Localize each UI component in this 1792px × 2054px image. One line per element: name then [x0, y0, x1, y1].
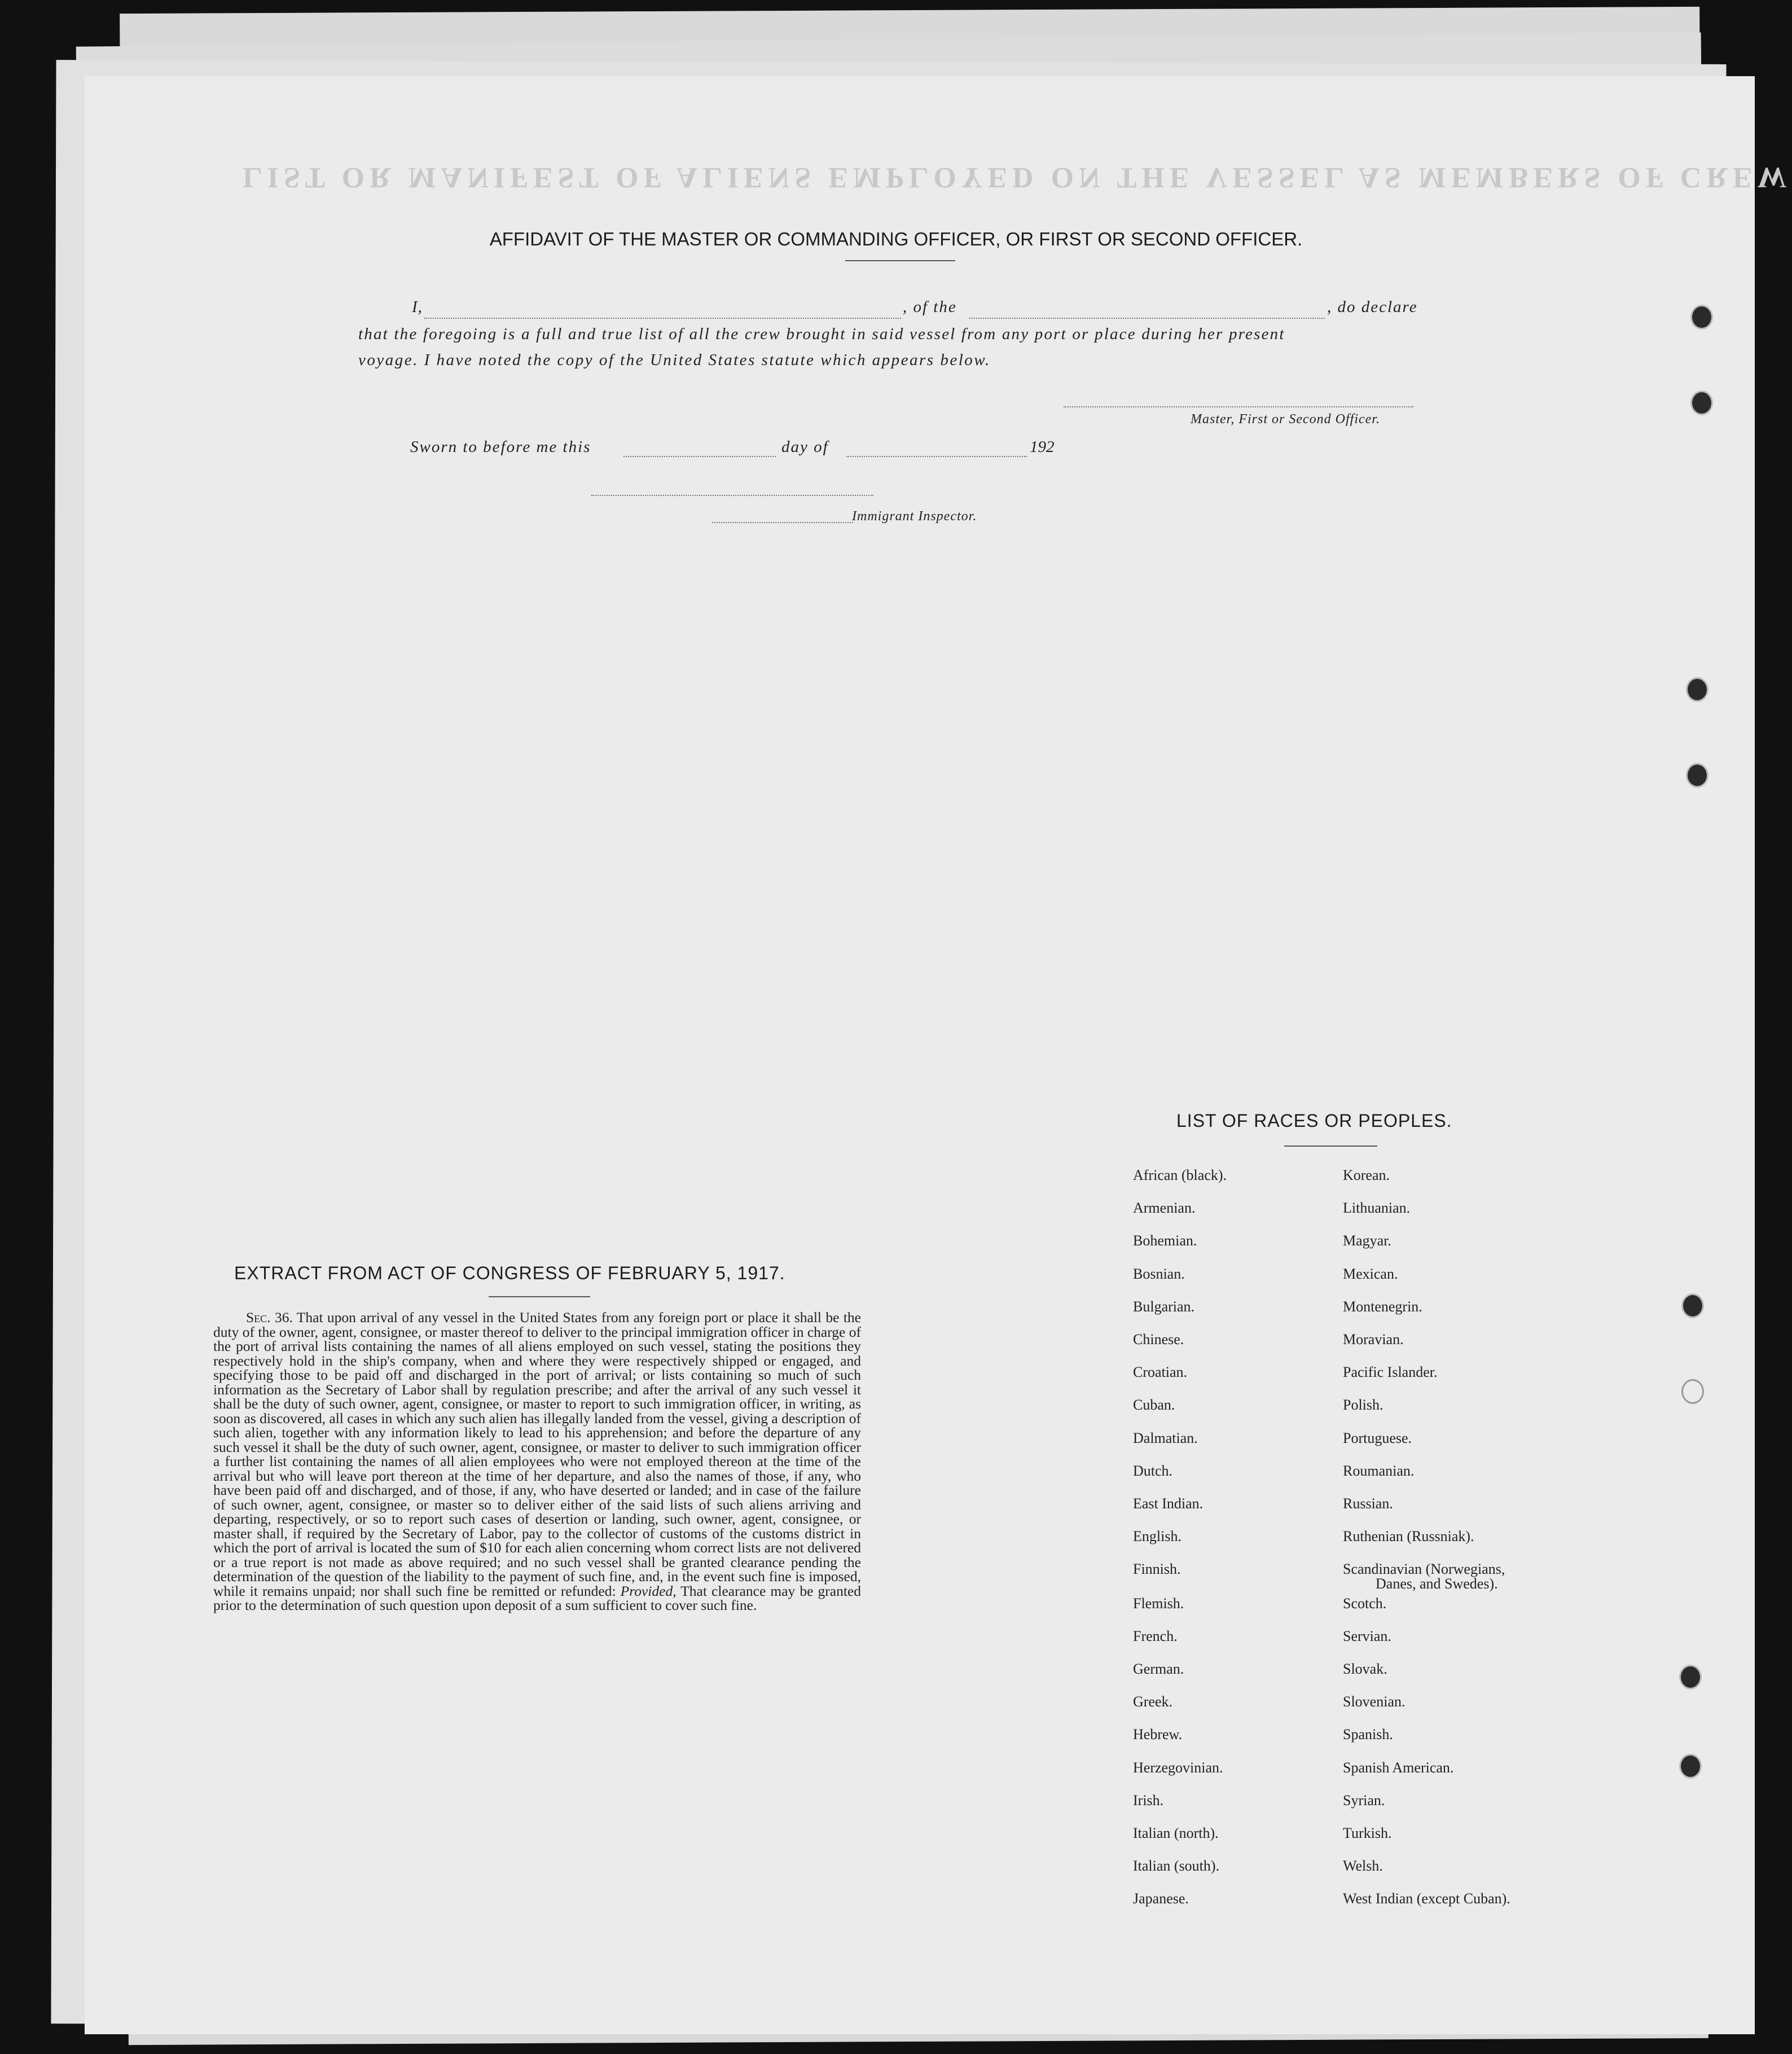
race-item: Lithuanian.: [1343, 1200, 1411, 1217]
race-item: Servian.: [1343, 1627, 1391, 1644]
year-label: 192: [1030, 438, 1055, 456]
section-label: Sec. 36.: [246, 1309, 293, 1326]
race-item: Herzegovinian.: [1133, 1759, 1223, 1776]
binder-hole: [1681, 1293, 1704, 1318]
binder-hole: [1681, 1379, 1704, 1404]
race-item: Finnish.: [1133, 1561, 1181, 1578]
race-item: Bosnian.: [1133, 1265, 1185, 1282]
race-item: Ruthenian (Russniak).: [1343, 1528, 1474, 1545]
races-title: LIST OF RACES OR PEOPLES.: [1176, 1111, 1452, 1131]
binder-hole: [1690, 390, 1713, 415]
race-item: Greek.: [1133, 1693, 1173, 1710]
affidavit-title-text: AFFIDAVIT OF THE MASTER OR COMMANDING OFFICER, OR FIRST OR SECOND OFFICER.: [489, 229, 1303, 249]
race-item: Russian.: [1343, 1495, 1393, 1512]
provided-label: Provided,: [620, 1582, 677, 1599]
divider: [1284, 1146, 1377, 1147]
document-page: [85, 76, 1792, 2034]
sworn-month-field[interactable]: [846, 456, 1027, 457]
do-declare-label: , do declare: [1327, 298, 1418, 316]
binder-hole: [1679, 1665, 1702, 1689]
race-item: East Indian.: [1133, 1495, 1204, 1512]
day-of-label: day of: [781, 438, 829, 456]
race-item: Dalmatian.: [1133, 1429, 1198, 1446]
race-item: Korean.: [1343, 1167, 1390, 1183]
race-item: Slovenian.: [1343, 1693, 1406, 1710]
inspector-line-2[interactable]: [712, 522, 853, 523]
race-item: Welsh.: [1343, 1858, 1383, 1875]
inspector-line-1[interactable]: [591, 495, 873, 496]
binder-hole: [1686, 763, 1708, 788]
race-item: Turkish.: [1343, 1825, 1392, 1841]
of-the-label: , of the: [903, 298, 957, 316]
affidavit-line2: that the foregoing is a full and true list of all the crew brought in said vessel from any port or place during her present: [358, 325, 1285, 343]
race-item: Portuguese.: [1343, 1429, 1412, 1446]
race-item: Armenian.: [1133, 1200, 1196, 1217]
master-signature-label: Master, First or Second Officer.: [1191, 412, 1380, 427]
divider: [489, 1296, 590, 1297]
race-item: Magyar.: [1343, 1232, 1391, 1249]
race-item: Polish.: [1343, 1397, 1383, 1414]
race-item: Roumanian.: [1343, 1462, 1415, 1479]
race-item: Hebrew.: [1133, 1726, 1183, 1743]
name-field[interactable]: [424, 318, 901, 319]
race-item: Japanese.: [1133, 1890, 1189, 1907]
race-item: Bohemian.: [1133, 1232, 1197, 1249]
section-body-b: That clearance may be granted prior to the determination of such question upon deposit of a sum sufficient to cover such fine.: [213, 1582, 861, 1613]
race-item: Syrian.: [1343, 1792, 1385, 1809]
race-item: German.: [1133, 1661, 1184, 1677]
race-item: Italian (north).: [1133, 1825, 1219, 1841]
race-item: Croatian.: [1133, 1364, 1188, 1381]
binder-hole: [1690, 305, 1713, 330]
vessel-field[interactable]: [969, 318, 1325, 319]
race-item: Cuban.: [1133, 1397, 1175, 1414]
race-item: Flemish.: [1133, 1595, 1184, 1612]
sworn-day-field[interactable]: [623, 456, 776, 457]
race-item: West Indian (except Cuban).: [1343, 1890, 1510, 1907]
race-item: Spanish.: [1343, 1726, 1393, 1743]
race-item: Italian (south).: [1133, 1858, 1220, 1875]
race-item: Montenegrin.: [1343, 1298, 1422, 1315]
race-item: Mexican.: [1343, 1265, 1398, 1282]
divider: [845, 260, 955, 261]
race-item: Scandinavian (Norwegians,: [1343, 1561, 1505, 1578]
race-item: Spanish American.: [1343, 1759, 1454, 1776]
extract-title: EXTRACT FROM ACT OF CONGRESS OF FEBRUARY 5, 1917.: [234, 1263, 785, 1283]
race-item: Bulgarian.: [1133, 1298, 1195, 1315]
bleed-through-title: LIST OR MANIFEST OF ALIENS EMPLOYED ON THE VESSEL AS MEMBERS OF CREW: [243, 161, 1792, 194]
race-item: Irish.: [1133, 1792, 1164, 1809]
sworn-label: Sworn to before me this: [410, 438, 591, 456]
binder-hole: [1679, 1754, 1702, 1779]
affidavit-title: [0, 229, 1792, 250]
section-36-text: [213, 1310, 861, 1613]
race-item: Moravian.: [1343, 1331, 1404, 1348]
master-signature-line[interactable]: [1064, 406, 1413, 407]
binder-hole: [1686, 677, 1708, 702]
affidavit-line1: [412, 298, 423, 317]
section-body-a: That upon arrival of any vessel in the United States from any foreign port or place it shall be the duty of the owner, agent, consignee, or master thereof to deliver to the principal immigration officer in charge of the port of arrival lists containing the names of all aliens employed on such vessel, stating the positions they respectively hold in the ship's company, when and where they were respectively shipped or engaged, and specifying those to be paid off and discharged in the port of arrival; or lists containing so much of such information as the Secretary of Labor shall by regulation prescribe; and after the arrival of any such vessel it shall be the duty of such owner, agent, consignee, or master to report to such immigration officer, in writing, as soon as discovered, all cases in which any such alien has illegally landed from the vessel, giving a description of such alien, together with any information likely to lead to his apprehension; and before the departure of any such vessel it shall be the duty of such owner, agent, consignee, or master to deliver to such immigration officer a further list containing the names of all alien employees who were not employed thereon at the time of the arrival but who will leave port thereon at the time of her departure, and also the names of those, if any, who have been paid off and discharged, and of those, if any, who have deserted or landed; and in case of the failure of such owner, agent, consignee, or master so to deliver either of the said lists of such aliens arriving and departing, respectively, or so to report such cases of desertion or landing, such owner, agent, consignee, or master shall, if required by the Secretary of Labor, pay to the collector of customs of the customs district in which the port of arrival is located the sum of $10 for each alien concerning whom correct lists are not delivered or a true report is not made as above required; and no such vessel shall be granted clearance pending the determination of the question of the liability to the payment of such fine, and, in the event such fine is imposed, while it remains unpaid; nor shall such fine be remitted or refunded:: [213, 1309, 862, 1599]
race-item: English.: [1133, 1528, 1182, 1545]
race-item: Scotch.: [1343, 1595, 1387, 1612]
race-item: French.: [1133, 1627, 1178, 1644]
inspector-label: Immigrant Inspector.: [852, 509, 977, 524]
race-item: Slovak.: [1343, 1661, 1387, 1677]
race-item: African (black).: [1133, 1167, 1227, 1183]
race-item: Chinese.: [1133, 1331, 1184, 1348]
i-label: I,: [412, 298, 423, 316]
affidavit-line3: voyage. I have noted the copy of the United States statute which appears below.: [358, 351, 991, 369]
race-item: Pacific Islander.: [1343, 1364, 1438, 1381]
race-item: Dutch.: [1133, 1462, 1173, 1479]
race-item-continuation: Danes, and Swedes).: [1376, 1575, 1498, 1592]
